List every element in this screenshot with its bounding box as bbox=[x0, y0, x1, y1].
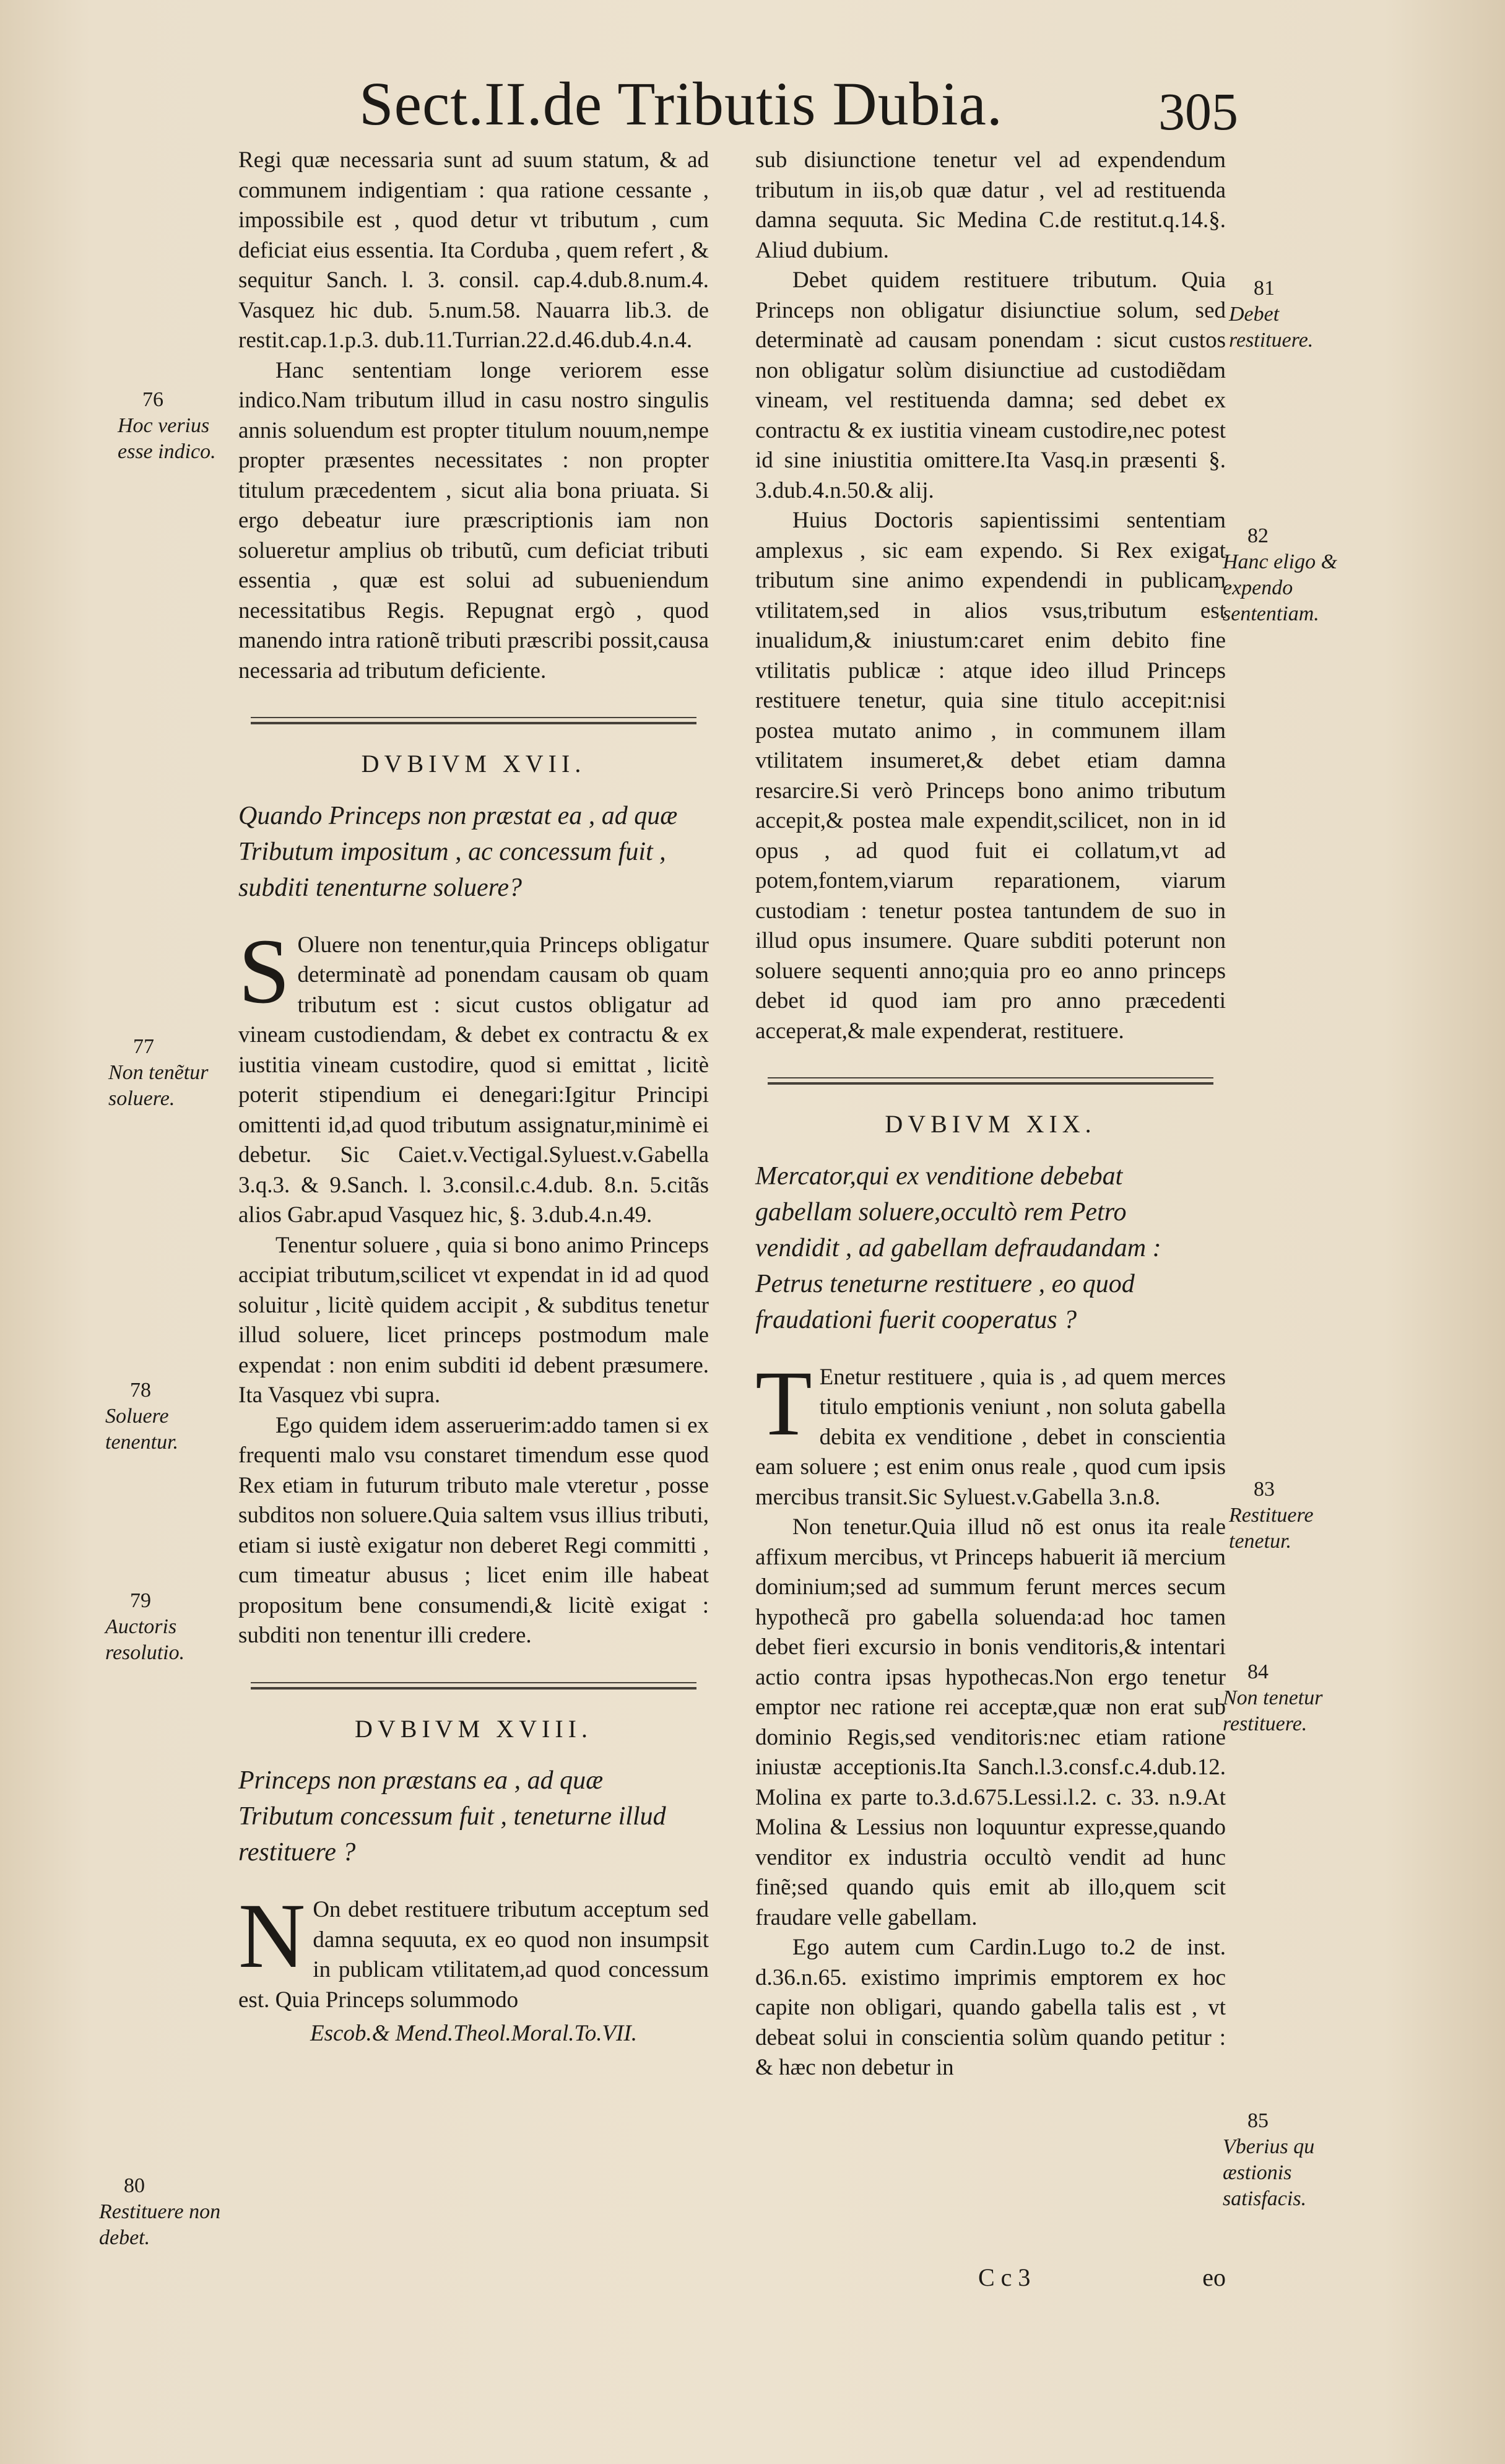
paragraph: N On debet restituere tributum acceptum sed damna sequuta, ex eo quod non insumpsit in publicam vtilitatem,ad quod concessum est. Quia Princeps solummodo bbox=[238, 1885, 709, 2013]
running-header bbox=[347, 62, 1238, 155]
margin-note: 76 Hoc verius esse indico. bbox=[118, 388, 216, 463]
divider bbox=[251, 1682, 696, 1690]
margin-note: 81 Debet restituere. bbox=[1229, 277, 1314, 352]
margin-note: 83 Restituere tenetur. bbox=[1229, 1478, 1314, 1553]
margin-note: 80 Restituere non debet. bbox=[99, 2174, 221, 2249]
divider bbox=[768, 1077, 1213, 1085]
paragraph: Non tenetur.Quia illud nõ est onus ita reale affixum mercibus, vt Princeps habuerit iã mercium dominium;sed ad summum ferunt merces secum hypothecã pro gabella soluenda:ad hoc tamen debet fieri excursio in bonis venditoris,& intentari actio contra ipsas hypothecas.Non ergo tenetur emptor nec ratione rei acceptæ,quæ non erat sub dominio Regis,sed venditoris:nec etiam ratione iniustæ acceptionis.Ita Sanch.l.3.consf.c.4.dub.12. Molina ex parte to.3.d.675.Lessi.l.2. c. 33. n.9.At Molina & Lessius non loquuntur expresse,quando venditor ex industria occultò vendit ad hunc finẽ;sed quando quis emit ab illo,quem scit fraudare velle gabellam. bbox=[755, 1514, 1226, 1930]
paragraph: T Enetur restituere , quia is , ad quem merces titulo emptionis veniunt , non soluta gabella debita ex venditione , debet in conscientia eam soluere ; est enim onus reale , quod cum ipsis mercibus transit.Sic Syluest.v.Gabella 3.n.8. bbox=[755, 1351, 1226, 1510]
paragraph: S Oluere non tenentur,quia Princeps obligatur determinatè ad ponendam causam ob quam tributum est : sicut custos obligatur ad vineam custodiendam, & debet ex contractu & ex iustitia vineam custodire, quod si emittat , licitè poterit stipendium ei denegari:Igitur Principi omittenti id,ad quod tributum assignatur,minimè ei debetur. Sic Caiet.v.Vectigal.Syluest.v.Gabella 3.q.3. & 9.Sanch. l. 3.consil.c.4.dub. 8.n. 5.citãs alios Gabr.apud Vasquez hic, §. 3.dub.4.n.49. bbox=[238, 919, 709, 1228]
paragraph: Ego autem cum Cardin.Lugo to.2 de inst. d.36.n.65. existimo imprimis emptorem ex hoc capite non obligari, quando gabella talis est , vt debeat solui in conscientia solùm quando petitur : & hæc non debetur in bbox=[755, 1935, 1226, 2080]
paragraph: Regi quæ necessaria sunt ad suum statum, & ad communem indigentiam : qua ratione cessante , impossibile est , quod detur vt tributum , cum deficiat eius essentia. Ita Corduba , quem refert , & sequitur Sanch. l. 3. consil. cap.4.dub.8.num.4. Vasquez hic dub. 5.num.58. Nauarra lib.3. de restit.cap.1.p.3. dub.11.Turrian.22.d.46.dub.4.n.4. bbox=[238, 147, 709, 353]
signature-mark: C c 3 bbox=[978, 2263, 1031, 2291]
divider bbox=[251, 717, 696, 724]
dubium-heading: DVBIVM XIX. bbox=[885, 1110, 1096, 1138]
signature-line: Escob.& Mend.Theol.Moral.To.VII. bbox=[310, 2021, 637, 2046]
drop-cap: S bbox=[238, 919, 290, 1023]
page-number: 305 bbox=[1158, 82, 1238, 141]
margin-note: 82 Hanc eligo & expendo sententiam. bbox=[1223, 524, 1338, 625]
paragraph: Huius Doctoris sapientissimi sententiam amplexus , sic eam expendo. Si Rex exigat tributum sine animo expendendi in publicam vtilitatem,sed in alios vsus,tributum est inualidum,& iniustum:caret enim debito fine vtilitatis publicæ : atque ideo illud Princeps restituere tenetur, quia sine titulo accepit:nisi postea mutato animo , in communem illam vtilitatem insumeret,& debet etiam damna resarcire.Si verò Princeps bono animo tributum accepit,& postea male expendit,scilicet, non in id opus , ad quod fuit ei collatum,vt ad potem,fontem,viarum reparationem, viarum custodiam : tenetur postea tantundem de suo in illud opus insumere. Quare subditi poterunt non soluere sequenti anno;quia pro eo anno princeps debet id quod iam pro anno præcedenti acceperat,& male expenderat, restituere. bbox=[755, 508, 1226, 1044]
paragraph: Debet quidem restituere tributum. Quia Princeps non obligatur disiunctiue solum, sed determinatè ad causam ponendam : sicut custos non obligatur solùm disiunctiue ad custodiẽdam vineam, vel restituenda damna; sed debet ex contractu & ex iustitia vineam custodire,nec potest id sine iniustitia omittere.Ita Vasq.in præsenti §. 3.dub.4.n.50.& alij. bbox=[755, 267, 1226, 503]
right-column bbox=[755, 145, 1226, 2083]
left-column bbox=[238, 145, 709, 2049]
dubium-heading: DVBIVM XVIII. bbox=[355, 1714, 592, 1743]
margin-note: 84 Non tenetur restituere. bbox=[1223, 1660, 1323, 1735]
drop-cap: T bbox=[755, 1351, 812, 1455]
margin-note: 79 Auctoris resolutio. bbox=[105, 1589, 185, 1664]
paragraph: sub disiunctione tenetur vel ad expendendum tributum in iis,ob quæ datur , vel ad restituenda damna sequuta. Sic Medina C.de restitut.q.14.§. Aliud dubium. bbox=[755, 147, 1226, 263]
page-title: Sect.II.de Tributis Dubia. bbox=[359, 69, 1003, 138]
margin-note: 85 Vberius qu æstionis satisfacis. bbox=[1223, 2109, 1315, 2210]
question-heading: Mercator,qui ex venditione debebat gabellam soluere,occultò rem Petro vendidit , ad gabellam defraudandam : Petrus teneturne restituere , eo quod fraudationi fuerit cooperatus ? bbox=[755, 1161, 1161, 1334]
question-heading: Quando Princeps non præstat ea , ad quæ Tributum impositum , ac concessum fuit , subditi tenenturne soluere? bbox=[238, 801, 678, 902]
dubium-heading: DVBIVM XVII. bbox=[361, 750, 586, 778]
margin-note: 77 Non tenẽtur soluere. bbox=[108, 1035, 209, 1110]
drop-cap: N bbox=[238, 1885, 306, 1987]
paragraph: Ego quidem idem asseruerim:addo tamen si ex frequenti malo vsu constaret timendum esse quod Rex etiam in futurum tributo male vteretur , posse subditos non soluere.Quia saltem vsus illius tributi, etiam si iustè exigatur non deberet Regi committi , cum timeatur abusus ; licet enim ille habeat propositum bene consumendi,& licitè exigat : subditi non tenentur illi credere. bbox=[238, 1412, 709, 1648]
paragraph: Hanc sententiam longe veriorem esse indico.Nam tributum illud in casu nostro singulis annis soluendum est propter titulum nouum,nempe propter præsentes necessitates : non propter titulum præcedentem , sicut alia bona priuata. Si ergo debeatur iure præscriptionis iam non solueretur amplius ob tributũ, cum deficiat tributi essentia , quæ est solui ad subueniendum necessitatibus Regis. Repugnat ergò , quod manendo intra rationẽ tributi præscribi possit,causa necessaria ad tributum deficiente. bbox=[238, 357, 709, 683]
question-heading: Princeps non præstans ea , ad quæ Tributum concessum fuit , teneturne illud restituere ? bbox=[238, 1766, 666, 1867]
margin-note: 78 Soluere tenentur. bbox=[105, 1379, 179, 1454]
paragraph: Tenentur soluere , quia si bono animo Princeps accipiat tributum,scilicet vt expendat in id ad quod soluitur , licitè quidem accipit , & subditus tenetur illud soluere, licet princeps postmodum male expendat : non enim subditi id debent præsumere. Ita Vasquez vbi supra. bbox=[238, 1232, 709, 1408]
catchword-line bbox=[978, 2263, 1226, 2292]
catchword: eo bbox=[1202, 2263, 1226, 2291]
